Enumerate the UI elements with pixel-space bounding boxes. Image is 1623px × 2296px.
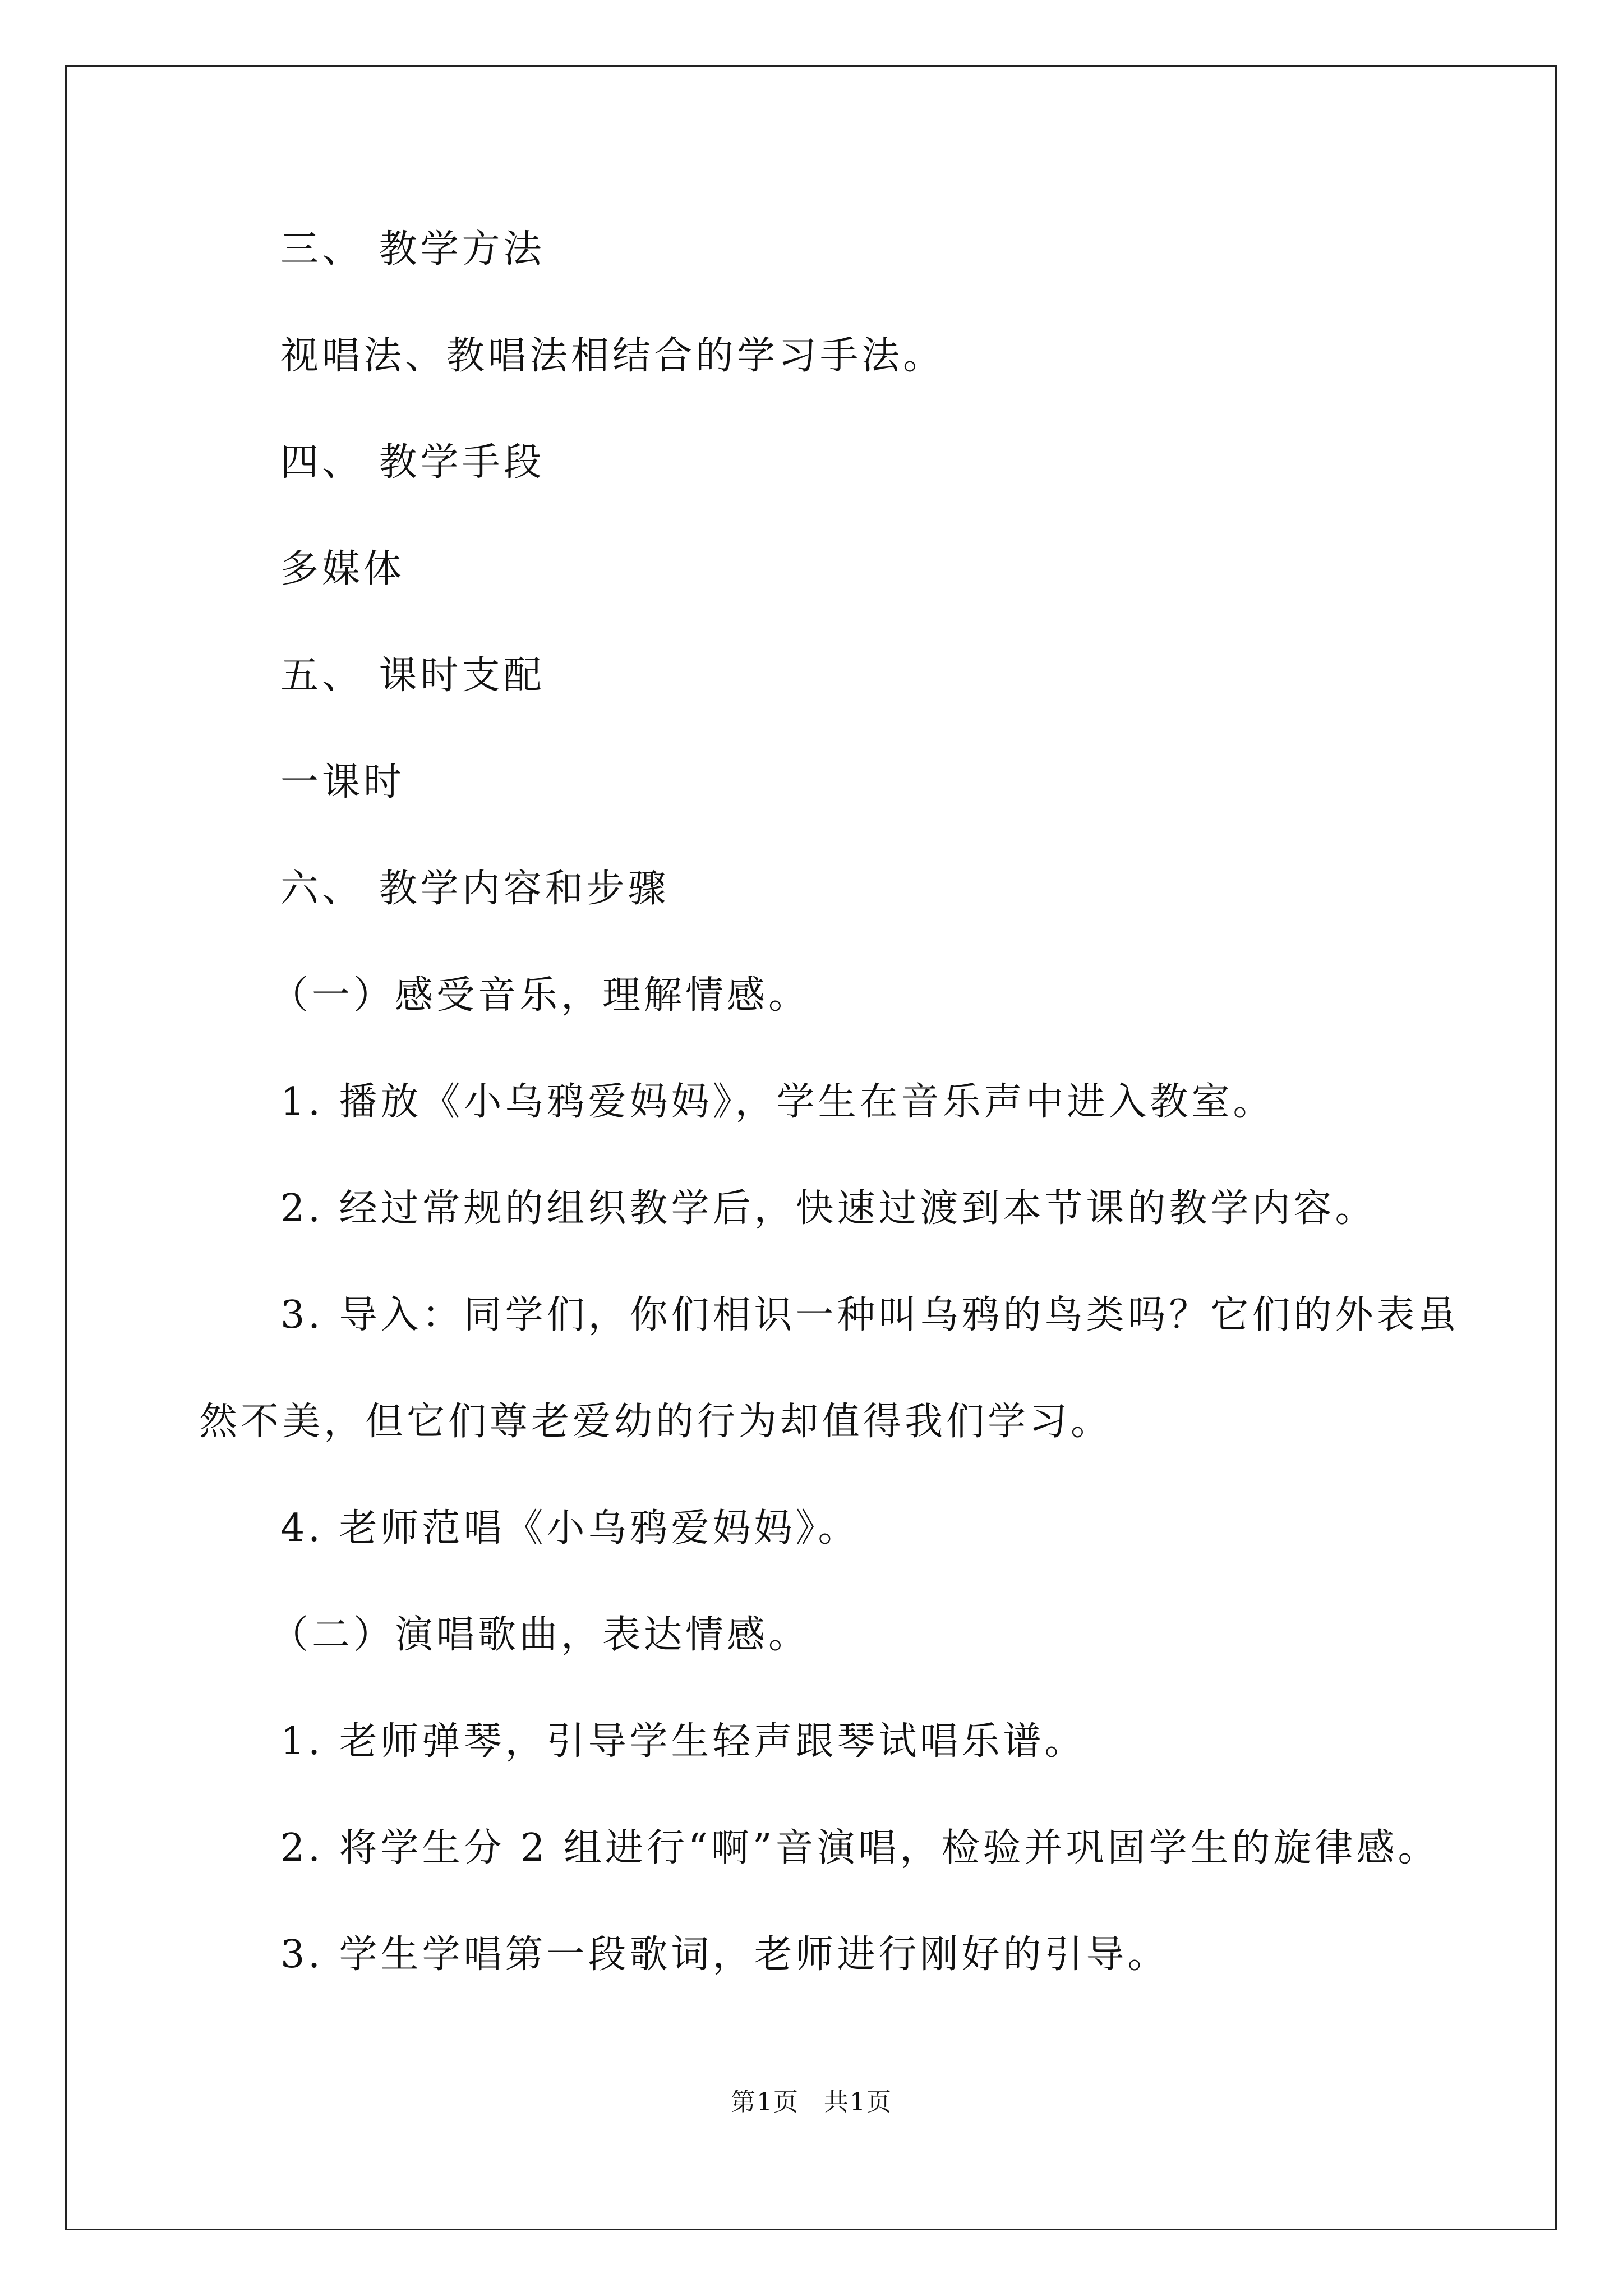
page-number: 第1页	[731, 2088, 799, 2116]
heading-content-steps: 六、 教学内容和步骤	[280, 867, 670, 911]
paragraph-means: 多媒体	[280, 547, 405, 591]
page-footer	[0, 2086, 1623, 2119]
heading-teaching-means: 四、 教学手段	[280, 440, 545, 485]
list-item: 4. 老师范唱《小乌鸦爱妈妈》。	[280, 1506, 860, 1550]
heading-class-hours: 五、 课时支配	[280, 654, 545, 698]
paragraph-method: 视唱法、教唱法相结合的学习手法。	[280, 334, 945, 378]
list-item: 3. 学生学唱第一段歌词，老师进行刚好的引导。	[280, 1932, 1169, 1977]
list-item: 2. 经过常规的组织教学后，快速过渡到本节课的教学内容。	[280, 1186, 1377, 1231]
page-total: 共1页	[824, 2088, 892, 2116]
subheading-part-two: （二）演唱歌曲，表达情感。	[270, 1613, 810, 1657]
subheading-part-one: （一）感受音乐，理解情感。	[270, 973, 810, 1018]
list-item: 1. 老师弹琴，引导学生轻声跟琴试唱乐谱。	[280, 1719, 1086, 1764]
heading-teaching-method: 三、 教学方法	[280, 227, 545, 272]
list-item-continuation: 然不美，但它们尊老爱幼的行为却值得我们学习。	[199, 1400, 1113, 1444]
paragraph-class-hours: 一课时	[280, 760, 405, 804]
list-item: 2. 将学生分 2 组进行“啊”音演唱，检验并巩固学生的旋律感。	[280, 1826, 1440, 1870]
list-item: 1. 播放《小乌鸦爱妈妈》，学生在音乐声中进入教室。	[280, 1080, 1275, 1124]
list-item: 3. 导入：同学们，你们相识一种叫乌鸦的鸟类吗？它们的外表虽	[280, 1293, 1460, 1337]
